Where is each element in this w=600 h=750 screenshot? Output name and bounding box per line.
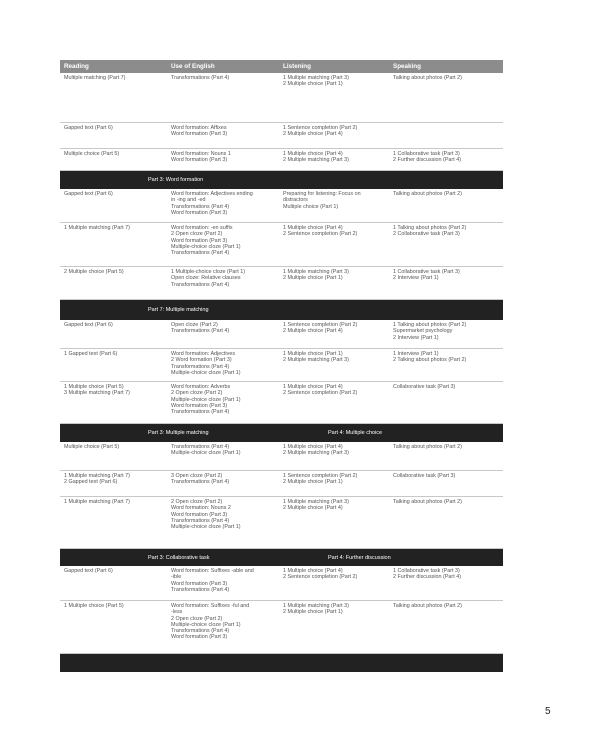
cell-line: Word formation (Part 3)	[171, 511, 228, 518]
cell-line: Multiple-choice cloze (Part 1)	[171, 243, 241, 250]
table-row	[60, 73, 503, 123]
cell-line: 1 Multiple-choice cloze (Part 1)	[171, 269, 246, 275]
cell-line: 1 Multiple matching (Part 7)	[64, 225, 130, 231]
cell-line: Multiple-choice cloze (Part 1)	[171, 621, 241, 628]
cell-line: Transformations (Part 4)	[171, 517, 230, 524]
cell-line: 1 Sentence completion (Part 2)	[283, 125, 358, 131]
speaking-cell	[389, 223, 503, 266]
use-of-english-cell	[167, 223, 279, 266]
cell-line: Word formation (Part 3)	[171, 209, 228, 216]
table-row	[60, 123, 503, 149]
table-row	[60, 189, 503, 223]
cell-line: 2 Interview (Part 1)	[393, 275, 439, 282]
cell-line: 2 Open cloze (Part 2)	[171, 615, 223, 622]
listening-cell	[279, 267, 389, 299]
listening-cell	[279, 382, 389, 423]
cell-line: in -ing and -ed	[171, 197, 206, 204]
cell-line: 1 Collaborative task (Part 3)	[393, 568, 460, 574]
cell-line: 2 Open cloze (Part 2)	[171, 390, 223, 397]
cell-line: Gapped text (Part 6)	[64, 568, 113, 574]
cell-line: Word formation: Suffixes -able and	[171, 568, 254, 574]
listening-cell	[279, 442, 389, 470]
use-of-english-cell	[167, 349, 279, 381]
table-row	[60, 349, 503, 382]
cell-line: Multiple-choice cloze (Part 1)	[171, 450, 241, 457]
cell-line: Transformations (Part 4)	[171, 75, 230, 81]
cell-line: Transformations (Part 4)	[171, 328, 230, 335]
table-row	[60, 471, 503, 497]
cell-line: 2 Multiple matching (Part 3)	[283, 157, 349, 164]
cell-line: 1 Multiple choice (Part 4)	[283, 568, 343, 574]
cell-line: 1 Multiple matching (Part 7)	[64, 499, 130, 505]
cell-line: -less	[171, 609, 183, 616]
use-of-english-cell	[167, 267, 279, 299]
speaking-cell	[389, 320, 503, 348]
cell-line: Gapped text (Part 6)	[64, 322, 113, 328]
cell-line: 3 Open cloze (Part 2)	[171, 473, 223, 479]
cell-line: 1 Multiple choice (Part 5)	[64, 603, 124, 609]
cell-line: Word formation: Suffixes -ful and	[171, 603, 250, 609]
cell-line: 1 Multiple matching (Part 7)	[64, 473, 130, 479]
table-header	[60, 60, 503, 73]
table-row	[60, 442, 503, 471]
cell-line: 2 Gapped text (Part 6)	[64, 479, 118, 486]
cell-line: Multiple choice (Part 1)	[283, 203, 339, 210]
reading-cell	[60, 382, 167, 423]
cell-line: Multiple-choice cloze (Part 1)	[171, 396, 241, 403]
cell-line: 2 Multiple matching (Part 3)	[283, 357, 349, 364]
cell-line: 2 Collaborative task (Part 3)	[393, 231, 460, 238]
cell-line: Transformations (Part 4)	[171, 203, 230, 210]
use-of-english-cell	[167, 320, 279, 348]
cell-line: Word formation: Affixes	[171, 125, 227, 131]
cell-line: 2 Open cloze (Part 2)	[171, 231, 223, 238]
use-of-english-cell	[167, 442, 279, 470]
cell-line: Open cloze: Relative clauses	[171, 275, 241, 282]
listening-cell	[279, 601, 389, 653]
cell-line: 2 Sentence completion (Part 2)	[283, 231, 358, 238]
cell-line: 1 Multiple matching (Part 3)	[283, 75, 349, 81]
cell-line: Collaborative task (Part 3)	[393, 384, 456, 390]
cell-line: Word formation (Part 3)	[171, 131, 228, 138]
cell-line: 1 Multiple matching (Part 3)	[283, 499, 349, 505]
band-left-label: Part 3: Multiple matching	[148, 430, 209, 436]
cell-line: 1 Collaborative task (Part 3)	[393, 151, 460, 157]
section-band	[60, 300, 503, 320]
cell-line: Word formation: -en suffix	[171, 225, 233, 231]
band-right-label: Part 4: Multiple choice	[328, 430, 383, 436]
cell-line: 2 Multiple choice (Part 5)	[64, 269, 124, 275]
cell-line: Transformations (Part 4)	[171, 363, 230, 370]
speaking-cell	[389, 471, 503, 496]
header-reading: Reading	[64, 63, 89, 70]
cell-line: 1 Multiple choice (Part 4)	[283, 225, 343, 231]
cell-line: 2 Multiple choice (Part 1)	[283, 609, 343, 616]
cell-line: 1 Multiple choice (Part 5)	[64, 384, 124, 390]
cell-line: 2 Multiple choice (Part 1)	[283, 479, 343, 486]
cell-line: Transformations (Part 4)	[171, 409, 230, 416]
cell-line: 1 Multiple choice (Part 4)	[283, 444, 343, 450]
listening-cell	[279, 497, 389, 548]
cell-line: Transformations (Part 4)	[171, 281, 230, 288]
cell-line: 2 Interview (Part 1)	[393, 334, 439, 341]
cell-line: Multiple matching (Part 7)	[64, 75, 126, 81]
use-of-english-cell	[167, 566, 279, 600]
cell-line: Supermarket psychology	[393, 328, 453, 335]
speaking-cell	[389, 123, 503, 148]
cell-line: Talking about photos (Part 2)	[393, 191, 462, 197]
speaking-cell	[389, 349, 503, 381]
reading-cell	[60, 189, 167, 222]
header-speaking: Speaking	[393, 63, 421, 70]
reading-cell	[60, 123, 167, 148]
listening-cell	[279, 149, 389, 170]
cell-line: Talking about photos (Part 2)	[393, 499, 462, 505]
cell-line: Open cloze (Part 2)	[171, 322, 218, 328]
cell-line: 2 Multiple choice (Part 4)	[283, 131, 343, 138]
use-of-english-cell	[167, 497, 279, 548]
use-of-english-cell	[167, 189, 279, 222]
cell-line: 2 Multiple matching (Part 3)	[283, 450, 349, 457]
speaking-cell	[389, 601, 503, 653]
use-of-english-cell	[167, 601, 279, 653]
cell-line: 1 Interview (Part 1)	[393, 351, 439, 357]
use-of-english-cell	[167, 382, 279, 423]
cell-line: 2 Multiple choice (Part 4)	[283, 505, 343, 512]
cell-line: Transformations (Part 4)	[171, 628, 230, 635]
cell-line: Word formation (Part 3)	[171, 402, 228, 409]
reading-cell	[60, 442, 167, 470]
reading-cell	[60, 497, 167, 548]
use-of-english-cell	[167, 471, 279, 496]
reading-cell	[60, 73, 167, 122]
cell-line: Word formation: Nouns 2	[171, 505, 231, 512]
speaking-cell	[389, 189, 503, 222]
cell-line: 1 Multiple choice (Part 4)	[283, 384, 343, 390]
cell-line: 1 Multiple choice (Part 4)	[283, 151, 343, 157]
section-band	[60, 424, 503, 442]
reading-cell	[60, 149, 167, 170]
cell-line: 2 Multiple choice (Part 1)	[283, 275, 343, 282]
cell-line: Word formation (Part 3)	[171, 580, 228, 587]
cell-line: distractors	[283, 197, 308, 204]
cell-line: 2 Talking about photos (Part 2)	[393, 357, 467, 364]
table-row	[60, 267, 503, 300]
speaking-cell	[389, 566, 503, 600]
cell-line: Word formation: Adjectives	[171, 351, 236, 357]
cell-line: 1 Talking about photos (Part 2)	[393, 225, 467, 231]
listening-cell	[279, 349, 389, 381]
cell-line: 1 Sentence completion (Part 2)	[283, 322, 358, 328]
band-left-label: Part 7: Multiple matching	[148, 307, 209, 313]
band-right-label: Part 4: Further discussion	[328, 554, 391, 561]
listening-cell	[279, 223, 389, 266]
cell-line: Word formation (Part 3)	[171, 157, 228, 164]
cell-line: 1 Multiple choice (Part 1)	[283, 351, 343, 357]
table-row	[60, 601, 503, 654]
speaking-cell	[389, 149, 503, 170]
reading-cell	[60, 223, 167, 266]
cell-line: 1 Sentence completion (Part 2)	[283, 473, 358, 479]
speaking-cell	[389, 73, 503, 122]
table-row	[60, 149, 503, 171]
cell-line: -ible	[171, 574, 182, 581]
cell-line: Multiple-choice cloze (Part 1)	[171, 524, 241, 531]
cell-line: Transformations (Part 4)	[171, 586, 230, 593]
cell-line: Word formation: Nouns 1	[171, 151, 231, 157]
listening-cell	[279, 320, 389, 348]
cell-line: 2 Multiple choice (Part 1)	[283, 81, 343, 88]
page-number: 5	[545, 706, 551, 717]
reading-cell	[60, 471, 167, 496]
cell-line: Word formation: Adjectives ending	[171, 191, 253, 197]
cell-line: Talking about photos (Part 2)	[393, 444, 462, 450]
cell-line: 1 Multiple matching (Part 3)	[283, 603, 349, 609]
reading-cell	[60, 320, 167, 348]
cell-line: Gapped text (Part 6)	[64, 191, 113, 197]
use-of-english-cell	[167, 73, 279, 122]
table-row	[60, 223, 503, 267]
band-left-label: Part 3: Collaborative task	[148, 554, 210, 561]
section-band	[60, 654, 503, 672]
syllabus-table	[60, 60, 503, 672]
cell-line: 2 Further discussion (Part 4)	[393, 574, 462, 581]
listening-cell	[279, 73, 389, 122]
listening-cell	[279, 566, 389, 600]
cell-line: Transformations (Part 4)	[171, 250, 230, 257]
cell-line: Word formation: Adverbs	[171, 384, 231, 390]
reading-cell	[60, 349, 167, 381]
cell-line: Transformations (Part 4)	[171, 479, 230, 486]
listening-cell	[279, 471, 389, 496]
table-row	[60, 566, 503, 601]
reading-cell	[60, 267, 167, 299]
cell-line: 3 Multiple matching (Part 7)	[64, 390, 130, 397]
cell-line: 2 Sentence completion (Part 2)	[283, 390, 358, 397]
cell-line: Word formation (Part 3)	[171, 634, 228, 641]
cell-line: Transformations (Part 4)	[171, 444, 230, 450]
cell-line: Preparing for listening: Focus on	[283, 191, 361, 197]
cell-line: 2 Word formation (Part 3)	[171, 357, 232, 364]
reading-cell	[60, 601, 167, 653]
section-band	[60, 171, 503, 189]
cell-line: Talking about photos (Part 2)	[393, 75, 462, 81]
listening-cell	[279, 189, 389, 222]
cell-line: Talking about photos (Part 2)	[393, 603, 462, 609]
section-band	[60, 549, 503, 566]
cell-line: 2 Sentence completion (Part 2)	[283, 574, 358, 581]
use-of-english-cell	[167, 123, 279, 148]
cell-line: Multiple-choice cloze (Part 1)	[171, 369, 241, 376]
use-of-english-cell	[167, 149, 279, 170]
listening-cell	[279, 123, 389, 148]
cell-line: 1 Multiple matching (Part 3)	[283, 269, 349, 275]
speaking-cell	[389, 267, 503, 299]
cell-line: Gapped text (Part 6)	[64, 125, 113, 131]
band-left-label: Part 3: Word formation	[148, 177, 204, 183]
header-listening: Listening	[283, 63, 311, 70]
speaking-cell	[389, 497, 503, 548]
cell-line: 2 Further discussion (Part 4)	[393, 157, 462, 164]
header-use-of-english: Use of English	[171, 63, 215, 70]
table-row	[60, 320, 503, 349]
reading-cell	[60, 566, 167, 600]
cell-line: Multiple choice (Part 5)	[64, 151, 120, 157]
cell-line: Word formation (Part 3)	[171, 237, 228, 244]
speaking-cell	[389, 442, 503, 470]
table-body	[60, 73, 503, 672]
cell-line: 1 Talking about photos (Part 2)	[393, 322, 467, 328]
cell-line: Collaborative task (Part 3)	[393, 473, 456, 479]
table-row	[60, 497, 503, 549]
cell-line: 1 Gapped text (Part 6)	[64, 351, 118, 357]
cell-line: 2 Multiple choice (Part 4)	[283, 328, 343, 335]
cell-line: 2 Open cloze (Part 2)	[171, 499, 223, 505]
cell-line: 1 Collaborative task (Part 3)	[393, 269, 460, 275]
speaking-cell	[389, 382, 503, 423]
cell-line: Multiple choice (Part 5)	[64, 444, 120, 450]
table-row	[60, 382, 503, 424]
